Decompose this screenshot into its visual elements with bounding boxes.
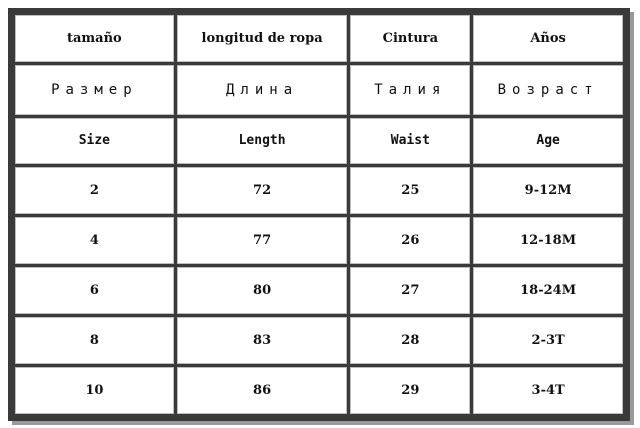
cell-waist: 29 bbox=[350, 367, 470, 414]
cell-age: 9-12M bbox=[473, 167, 623, 214]
cell-size: 10 bbox=[15, 367, 174, 414]
cell-length: 77 bbox=[177, 217, 348, 264]
header-cell-size-ru: Размер bbox=[15, 65, 174, 115]
cell-waist: 27 bbox=[350, 267, 470, 314]
table-row bbox=[15, 167, 623, 214]
cell-size: 6 bbox=[15, 267, 174, 314]
table-row bbox=[15, 217, 623, 264]
cell-size: 8 bbox=[15, 317, 174, 364]
cell-size: 4 bbox=[15, 217, 174, 264]
cell-length: 80 bbox=[177, 267, 348, 314]
header-cell-age-ru: Возраст bbox=[473, 65, 623, 115]
cell-age: 12-18M bbox=[473, 217, 623, 264]
cell-length: 72 bbox=[177, 167, 348, 214]
header-cell-length-es: longitud de ropa bbox=[177, 15, 348, 62]
header-cell-length-ru: Длина bbox=[177, 65, 348, 115]
size-chart-frame bbox=[8, 8, 630, 421]
cell-waist: 25 bbox=[350, 167, 470, 214]
header-row-russian bbox=[15, 65, 623, 115]
cell-waist: 26 bbox=[350, 217, 470, 264]
cell-length: 83 bbox=[177, 317, 348, 364]
header-cell-size-es: tamaño bbox=[15, 15, 174, 62]
table-row bbox=[15, 267, 623, 314]
header-cell-age-en: Age bbox=[473, 118, 623, 165]
cell-length: 86 bbox=[177, 367, 348, 414]
header-cell-size-en: Size bbox=[15, 118, 174, 165]
header-cell-length-en: Length bbox=[177, 118, 348, 165]
cell-size: 2 bbox=[15, 167, 174, 214]
table-row bbox=[15, 367, 623, 414]
size-chart-table bbox=[12, 12, 626, 417]
cell-age: 2-3T bbox=[473, 317, 623, 364]
cell-waist: 28 bbox=[350, 317, 470, 364]
header-cell-waist-en: Waist bbox=[350, 118, 470, 165]
header-cell-waist-ru: Талия bbox=[350, 65, 470, 115]
header-row-spanish bbox=[15, 15, 623, 62]
table-row bbox=[15, 317, 623, 364]
cell-age: 18-24M bbox=[473, 267, 623, 314]
header-cell-waist-es: Cintura bbox=[350, 15, 470, 62]
cell-age: 3-4T bbox=[473, 367, 623, 414]
header-cell-age-es: Años bbox=[473, 15, 623, 62]
header-row-english bbox=[15, 118, 623, 165]
